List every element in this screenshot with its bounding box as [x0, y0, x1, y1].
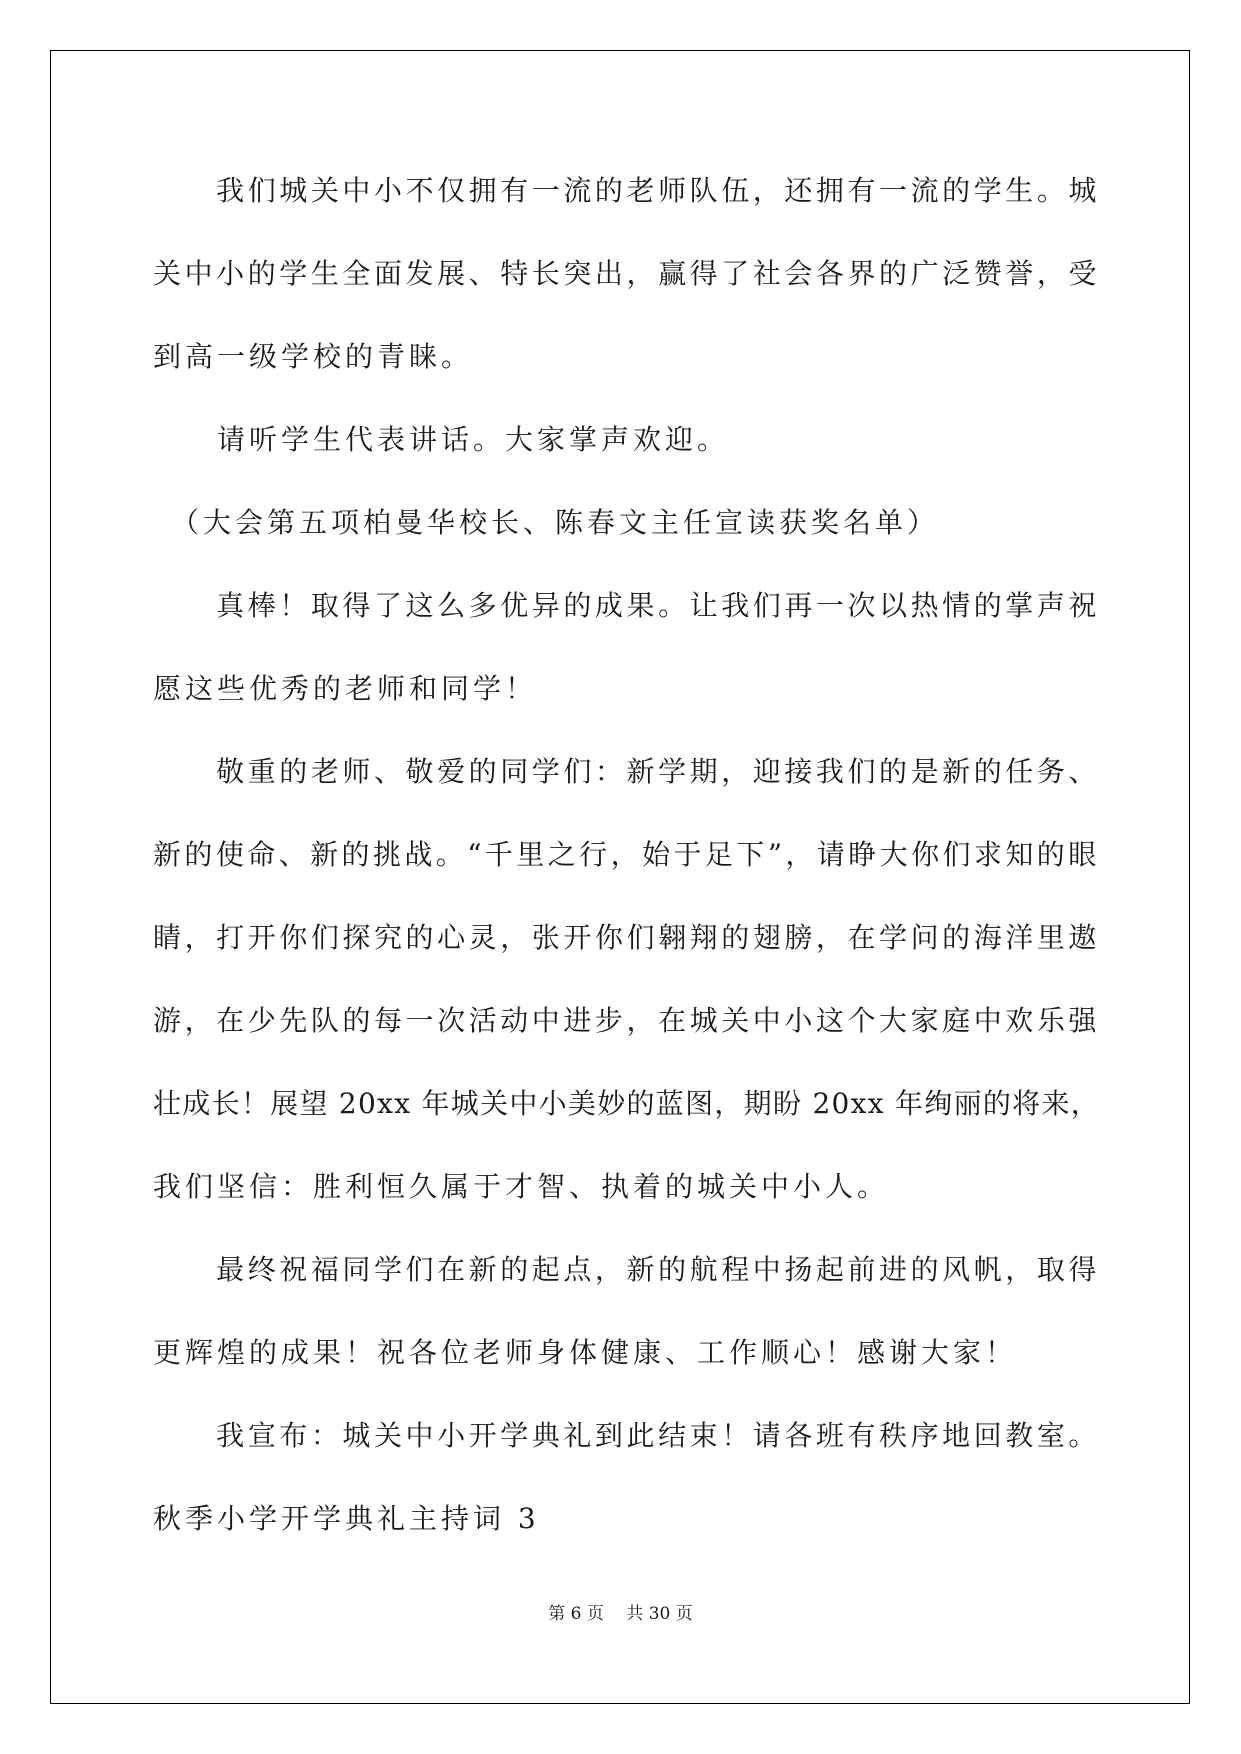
text-line: 更辉煌的成果！祝各位老师身体健康、工作顺心！感谢大家！ [153, 1336, 1018, 1369]
text-line: 睛，打开你们探究的心灵，张开你们翱翔的翅膀，在学问的海洋里遨 [153, 921, 1101, 954]
page-border [50, 50, 1190, 1704]
text-line: 我宣布：城关中小开学典礼到此结束！请各班有秩序地回教室。 [153, 1419, 1101, 1452]
text-line: 我们城关中小不仅拥有一流的老师队伍，还拥有一流的学生。城 [153, 174, 1101, 207]
text-line: 我们坚信：胜利恒久属于才智、执着的城关中小人。 [153, 1170, 890, 1203]
text-line: 敬重的老师、敬爱的同学们：新学期，迎接我们的是新的任务、 [153, 755, 1101, 788]
text-line: 新的使命、新的挑战。“千里之行，始于足下”，请睁大你们求知的眼 [153, 838, 1100, 871]
text-line: 游，在少先队的每一次活动中进步，在城关中小这个大家庭中欢乐强 [153, 1004, 1101, 1037]
text-line: 愿这些优秀的老师和同学！ [153, 672, 538, 705]
text-line: 关中小的学生全面发展、特长突出，赢得了社会各界的广泛赞誉，受 [153, 257, 1101, 290]
text-line: 真棒！取得了这么多优异的成果。让我们再一次以热情的掌声祝 [153, 589, 1101, 622]
text-line: 到高一级学校的青睐。 [153, 340, 474, 373]
section-heading: 秋季小学开学典礼主持词 3 [153, 1502, 540, 1535]
text-line: 请听学生代表讲话。大家掌声欢迎。 [153, 423, 730, 456]
text-line: （大会第五项柏曼华校长、陈春文主任宣读获奖名单） [153, 506, 940, 539]
text-line: 最终祝福同学们在新的起点，新的航程中扬起前进的风帆，取得 [153, 1253, 1101, 1286]
page-number-footer: 第 6 页 共 30 页 [548, 1604, 693, 1624]
text-line: 壮成长！展望 20xx 年城关中小美妙的蓝图，期盼 20xx 年绚丽的将来， [153, 1087, 1101, 1120]
